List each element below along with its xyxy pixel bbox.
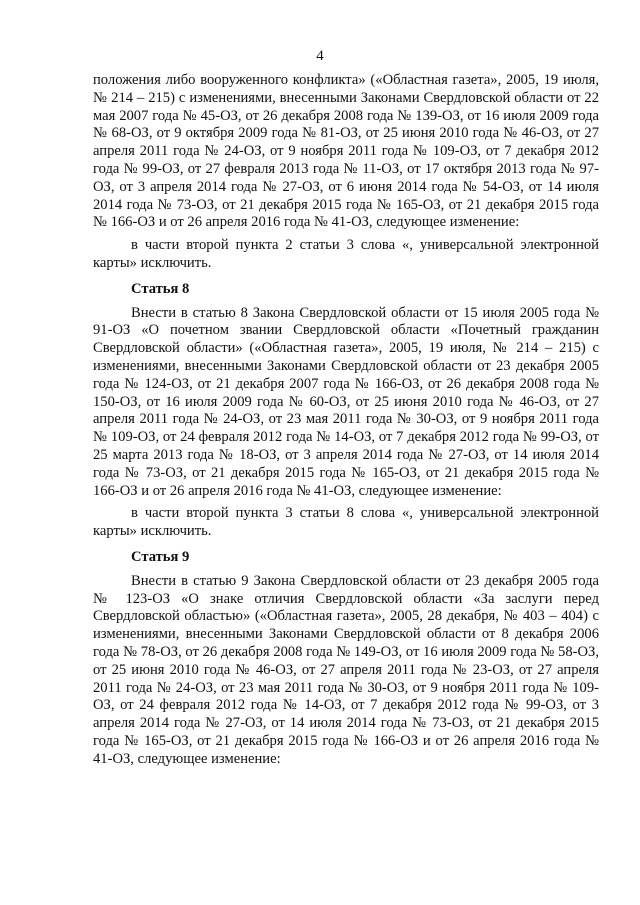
paragraph-amendment-article-3: в части второй пункта 2 статьи 3 слова «, универсальной электронной карты» исключить. <box>93 237 599 271</box>
paragraph-article-9-body: Внести в статью 9 Закона Свердловской области от 23 декабря 2005 года № 123-ОЗ «О знаке отличия Свердловской области «За заслуги перед Свердловской областью» («Областная газета», 2005, 28 декабря, № 403 – 404) с изменениями, внесенными Законами Свердловской области от 8 декабря 2006 года № 78-ОЗ, от 26 декабря 2008 года № 149-ОЗ, от 16 июля 2009 года № 58-ОЗ, от 25 июня 2010 года № 46-ОЗ, от 27 апреля 2011 года № 23-ОЗ, от 27 апреля 2011 года № 24-ОЗ, от 23 мая 2011 года № 30-ОЗ, от 9 ноября 2011 года № 109-ОЗ, от 24 февраля 2012 года № 14-ОЗ, от 7 декабря 2012 года № 99-ОЗ, от 3 апреля 2014 года № 27-ОЗ, от 14 июля 2014 года № 73-ОЗ, от 21 декабря 2015 года № 165-ОЗ, от 21 декабря 2015 года № 166-ОЗ и от 26 апреля 2016 года № 41-ОЗ, следующее изменение: <box>93 572 599 767</box>
article-heading-9: Статья 9 <box>131 548 190 565</box>
document-body <box>93 72 599 768</box>
paragraph-continuation: положения либо вооруженного конфликта» («Областная газета», 2005, 19 июля, № 214 – 215) с изменениями, внесенными Законами Свердловской области от 22 мая 2007 года № 45-ОЗ, от 26 декабря 2008 года № 139-ОЗ, от 16 июля 2009 года № 68-ОЗ, от 9 октября 2009 года № 81-ОЗ, от 25 июня 2010 года № 46-ОЗ, от 27 апреля 2011 года № 24-ОЗ, от 9 ноября 2011 года № 109-ОЗ, от 7 декабря 2012 года № 99-ОЗ, от 27 февраля 2013 года № 11-ОЗ, от 17 октября 2013 года № 97-ОЗ, от 3 апреля 2014 года № 27-ОЗ, от 6 июня 2014 года № 54-ОЗ, от 14 июля 2014 года № 73-ОЗ, от 21 декабря 2015 года № 165-ОЗ, от 21 декабря 2015 года № 166-ОЗ и от 26 апреля 2016 года № 41-ОЗ, следующее изменение: <box>93 72 599 231</box>
paragraph-amendment-article-8: в части второй пункта 3 статьи 8 слова «, универсальной электронной карты» исключить. <box>93 505 599 540</box>
page-number: 4 <box>316 48 324 64</box>
paragraph-article-8-body: Внести в статью 8 Закона Свердловской области от 15 июля 2005 года № 91-ОЗ «О почетном звании Свердловской области «Почетный гражданин Свердловской области» («Областная газета», 2005, 19 июля, № 214 – 215) с изменениями, внесенными Законами Свердловской области от 23 декабря 2005 года № 124-ОЗ, от 21 декабря 2007 года № 166-ОЗ, от 26 декабря 2008 года № 150-ОЗ, от 16 июля 2009 года № 60-ОЗ, от 25 июня 2010 года № 46-ОЗ, от 27 апреля 2011 года № 24-ОЗ, от 23 мая 2011 года № 30-ОЗ, от 9 ноября 2011 года № 109-ОЗ, от 24 февраля 2012 года № 14-ОЗ, от 7 декабря 2012 года № 99-ОЗ, от 25 марта 2013 года № 18-ОЗ, от 3 апреля 2014 года № 27-ОЗ, от 14 июля 2014 года № 73-ОЗ, от 21 декабря 2015 года № 165-ОЗ, от 21 декабря 2015 года № 166-ОЗ и от 26 апреля 2016 года № 41-ОЗ, следующее изменение: <box>93 304 599 499</box>
article-heading-8: Статья 8 <box>131 280 190 297</box>
